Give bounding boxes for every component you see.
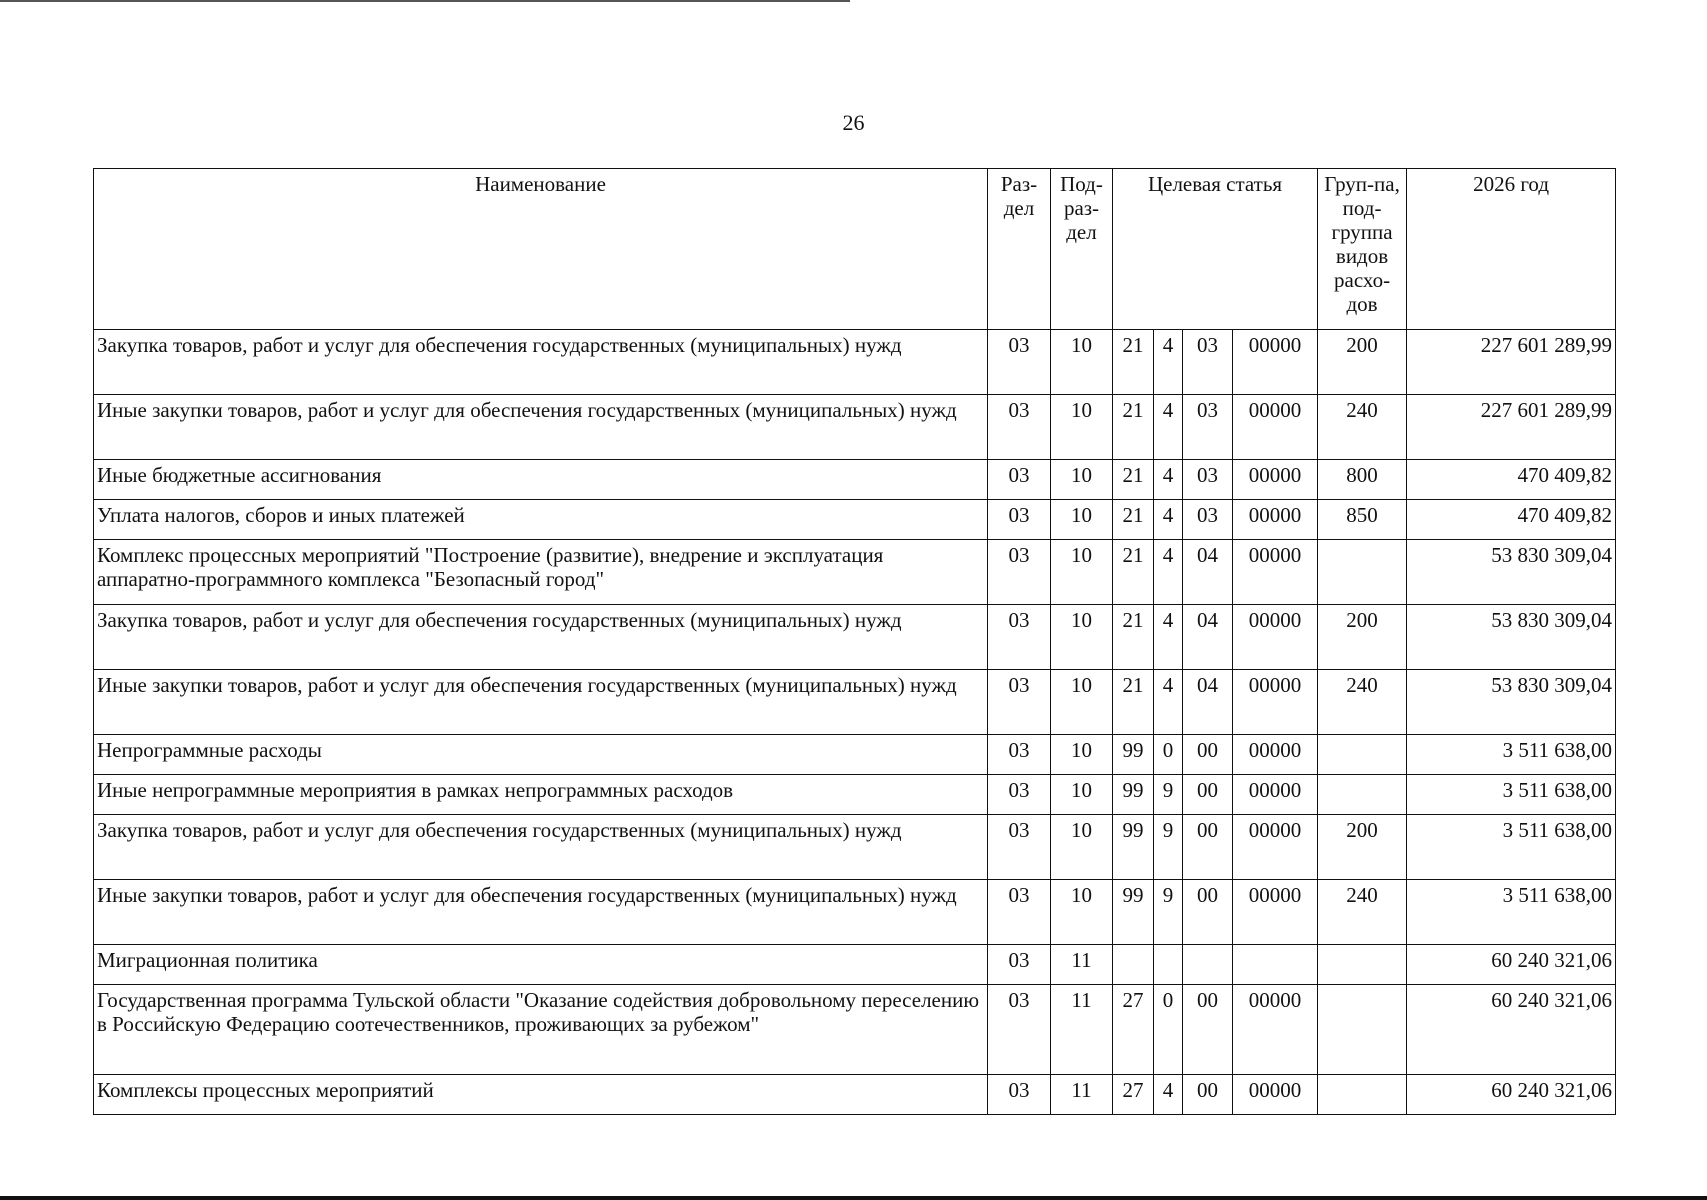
- cell-target-type: 4: [1154, 670, 1183, 735]
- cell-amount: 3 511 638,00: [1407, 735, 1616, 775]
- cell-expense-group: 850: [1318, 500, 1407, 540]
- cell-expense-group: 200: [1318, 605, 1407, 670]
- cell-amount: 3 511 638,00: [1407, 880, 1616, 945]
- cell-target-type: 9: [1154, 775, 1183, 815]
- cell-target-program: 99: [1113, 775, 1154, 815]
- table-row: [94, 670, 1616, 735]
- cell-target-subprogram: 04: [1183, 670, 1233, 735]
- header-target: Целевая статья: [1113, 169, 1318, 330]
- cell-target-subprogram: 03: [1183, 330, 1233, 395]
- cell-podrazdel: 11: [1051, 985, 1113, 1075]
- cell-name: Уплата налогов, сборов и иных платежей: [94, 500, 988, 540]
- cell-name: Иные непрограммные мероприятия в рамках непрограммных расходов: [94, 775, 988, 815]
- cell-target-subprogram: 03: [1183, 460, 1233, 500]
- table-row: [94, 880, 1616, 945]
- cell-target-program: 21: [1113, 395, 1154, 460]
- cell-target-type: 4: [1154, 500, 1183, 540]
- cell-expense-group: 800: [1318, 460, 1407, 500]
- cell-target-type: 9: [1154, 815, 1183, 880]
- cell-target-direction: 00000: [1233, 330, 1318, 395]
- cell-amount: 470 409,82: [1407, 500, 1616, 540]
- cell-razdel: 03: [988, 670, 1051, 735]
- cell-expense-group: 240: [1318, 395, 1407, 460]
- cell-target-type: 0: [1154, 985, 1183, 1075]
- cell-expense-group: [1318, 775, 1407, 815]
- cell-name: Иные бюджетные ассигнования: [94, 460, 988, 500]
- cell-amount: 53 830 309,04: [1407, 540, 1616, 605]
- cell-target-direction: 00000: [1233, 1075, 1318, 1115]
- cell-target-subprogram: 00: [1183, 985, 1233, 1075]
- cell-target-program: 21: [1113, 330, 1154, 395]
- cell-expense-group: 240: [1318, 670, 1407, 735]
- cell-target-direction: 00000: [1233, 395, 1318, 460]
- cell-name: Комплекс процессных мероприятий "Построение (развитие), внедрение и эксплуатация аппаратно-программного комплекса "Безопасный город": [94, 540, 988, 605]
- cell-target-type: 4: [1154, 395, 1183, 460]
- cell-target-subprogram: 03: [1183, 395, 1233, 460]
- cell-razdel: 03: [988, 395, 1051, 460]
- cell-target-type: 4: [1154, 460, 1183, 500]
- cell-target-direction: 00000: [1233, 460, 1318, 500]
- header-year: 2026 год: [1407, 169, 1616, 330]
- header-name: Наименование: [94, 169, 988, 330]
- cell-podrazdel: 10: [1051, 815, 1113, 880]
- cell-amount: 60 240 321,06: [1407, 945, 1616, 985]
- cell-podrazdel: 11: [1051, 945, 1113, 985]
- cell-name: Иные закупки товаров, работ и услуг для обеспечения государственных (муниципальных) нужд: [94, 395, 988, 460]
- cell-podrazdel: 10: [1051, 460, 1113, 500]
- table-row: [94, 775, 1616, 815]
- cell-target-subprogram: 04: [1183, 540, 1233, 605]
- table-row: [94, 945, 1616, 985]
- cell-target-subprogram: 04: [1183, 605, 1233, 670]
- table-row: [94, 540, 1616, 605]
- cell-name: Комплексы процессных мероприятий: [94, 1075, 988, 1115]
- cell-expense-group: 240: [1318, 880, 1407, 945]
- cell-expense-group: 200: [1318, 330, 1407, 395]
- cell-target-direction: 00000: [1233, 735, 1318, 775]
- table-row: [94, 605, 1616, 670]
- cell-amount: 227 601 289,99: [1407, 395, 1616, 460]
- cell-target-subprogram: 00: [1183, 775, 1233, 815]
- cell-target-direction: 00000: [1233, 985, 1318, 1075]
- table-row: [94, 815, 1616, 880]
- cell-podrazdel: 10: [1051, 670, 1113, 735]
- cell-target-direction: 00000: [1233, 775, 1318, 815]
- scan-edge-bottom: [0, 1196, 1707, 1200]
- cell-target-direction: 00000: [1233, 880, 1318, 945]
- table-row: [94, 395, 1616, 460]
- cell-target-direction: 00000: [1233, 540, 1318, 605]
- cell-name: Иные закупки товаров, работ и услуг для обеспечения государственных (муниципальных) нужд: [94, 880, 988, 945]
- cell-razdel: 03: [988, 1075, 1051, 1115]
- cell-target-direction: 00000: [1233, 500, 1318, 540]
- cell-amount: 60 240 321,06: [1407, 985, 1616, 1075]
- cell-podrazdel: 10: [1051, 395, 1113, 460]
- cell-target-program: [1113, 945, 1154, 985]
- cell-podrazdel: 10: [1051, 540, 1113, 605]
- cell-razdel: 03: [988, 735, 1051, 775]
- table-row: [94, 460, 1616, 500]
- cell-target-subprogram: 00: [1183, 880, 1233, 945]
- cell-expense-group: [1318, 945, 1407, 985]
- cell-target-type: 4: [1154, 605, 1183, 670]
- cell-name: Миграционная политика: [94, 945, 988, 985]
- cell-name: Государственная программа Тульской области "Оказание содействия добровольному переселению в Российскую Федерацию соотечественников, проживающих за рубежом": [94, 985, 988, 1075]
- cell-amount: 3 511 638,00: [1407, 775, 1616, 815]
- cell-name: Иные закупки товаров, работ и услуг для обеспечения государственных (муниципальных) нужд: [94, 670, 988, 735]
- cell-target-type: 4: [1154, 330, 1183, 395]
- table-header-row: [94, 169, 1616, 330]
- table-row: [94, 500, 1616, 540]
- cell-target-direction: [1233, 945, 1318, 985]
- cell-target-program: 99: [1113, 735, 1154, 775]
- cell-razdel: 03: [988, 500, 1051, 540]
- cell-amount: 227 601 289,99: [1407, 330, 1616, 395]
- cell-podrazdel: 10: [1051, 880, 1113, 945]
- table-row: [94, 735, 1616, 775]
- cell-target-program: 21: [1113, 670, 1154, 735]
- header-podrazdel: Под-раз-дел: [1051, 169, 1113, 330]
- cell-target-direction: 00000: [1233, 605, 1318, 670]
- cell-expense-group: [1318, 985, 1407, 1075]
- cell-razdel: 03: [988, 330, 1051, 395]
- cell-target-program: 21: [1113, 540, 1154, 605]
- cell-razdel: 03: [988, 880, 1051, 945]
- cell-razdel: 03: [988, 540, 1051, 605]
- cell-amount: 470 409,82: [1407, 460, 1616, 500]
- cell-target-type: 9: [1154, 880, 1183, 945]
- cell-target-program: 27: [1113, 1075, 1154, 1115]
- cell-name: Закупка товаров, работ и услуг для обеспечения государственных (муниципальных) нужд: [94, 815, 988, 880]
- budget-table: [93, 168, 1616, 1115]
- cell-amount: 53 830 309,04: [1407, 605, 1616, 670]
- cell-target-program: 99: [1113, 880, 1154, 945]
- cell-name: Закупка товаров, работ и услуг для обеспечения государственных (муниципальных) нужд: [94, 605, 988, 670]
- table-row: [94, 330, 1616, 395]
- cell-target-direction: 00000: [1233, 815, 1318, 880]
- cell-name: Закупка товаров, работ и услуг для обеспечения государственных (муниципальных) нужд: [94, 330, 988, 395]
- cell-name: Непрограммные расходы: [94, 735, 988, 775]
- cell-podrazdel: 10: [1051, 735, 1113, 775]
- cell-target-subprogram: 00: [1183, 1075, 1233, 1115]
- cell-podrazdel: 10: [1051, 775, 1113, 815]
- cell-podrazdel: 10: [1051, 500, 1113, 540]
- cell-target-type: 0: [1154, 735, 1183, 775]
- cell-razdel: 03: [988, 605, 1051, 670]
- cell-podrazdel: 11: [1051, 1075, 1113, 1115]
- cell-expense-group: [1318, 735, 1407, 775]
- page-number: 26: [842, 110, 865, 135]
- cell-podrazdel: 10: [1051, 330, 1113, 395]
- cell-razdel: 03: [988, 815, 1051, 880]
- cell-target-subprogram: 03: [1183, 500, 1233, 540]
- scan-edge-top: [0, 0, 850, 2]
- cell-podrazdel: 10: [1051, 605, 1113, 670]
- cell-target-type: 4: [1154, 540, 1183, 605]
- cell-amount: 3 511 638,00: [1407, 815, 1616, 880]
- cell-expense-group: [1318, 540, 1407, 605]
- header-group: Груп-па, под-группа видов расхо-дов: [1318, 169, 1407, 330]
- cell-razdel: 03: [988, 985, 1051, 1075]
- cell-target-program: 27: [1113, 985, 1154, 1075]
- table-row: [94, 985, 1616, 1075]
- cell-target-subprogram: 00: [1183, 735, 1233, 775]
- cell-razdel: 03: [988, 945, 1051, 985]
- cell-target-program: 21: [1113, 500, 1154, 540]
- cell-target-program: 21: [1113, 605, 1154, 670]
- cell-target-program: 21: [1113, 460, 1154, 500]
- cell-razdel: 03: [988, 775, 1051, 815]
- cell-amount: 60 240 321,06: [1407, 1075, 1616, 1115]
- header-razdel: Раз-дел: [988, 169, 1051, 330]
- cell-target-program: 99: [1113, 815, 1154, 880]
- cell-expense-group: [1318, 1075, 1407, 1115]
- cell-target-type: 4: [1154, 1075, 1183, 1115]
- cell-target-subprogram: 00: [1183, 815, 1233, 880]
- cell-target-type: [1154, 945, 1183, 985]
- table-row: [94, 1075, 1616, 1115]
- cell-target-subprogram: [1183, 945, 1233, 985]
- cell-target-direction: 00000: [1233, 670, 1318, 735]
- cell-expense-group: 200: [1318, 815, 1407, 880]
- cell-amount: 53 830 309,04: [1407, 670, 1616, 735]
- cell-razdel: 03: [988, 460, 1051, 500]
